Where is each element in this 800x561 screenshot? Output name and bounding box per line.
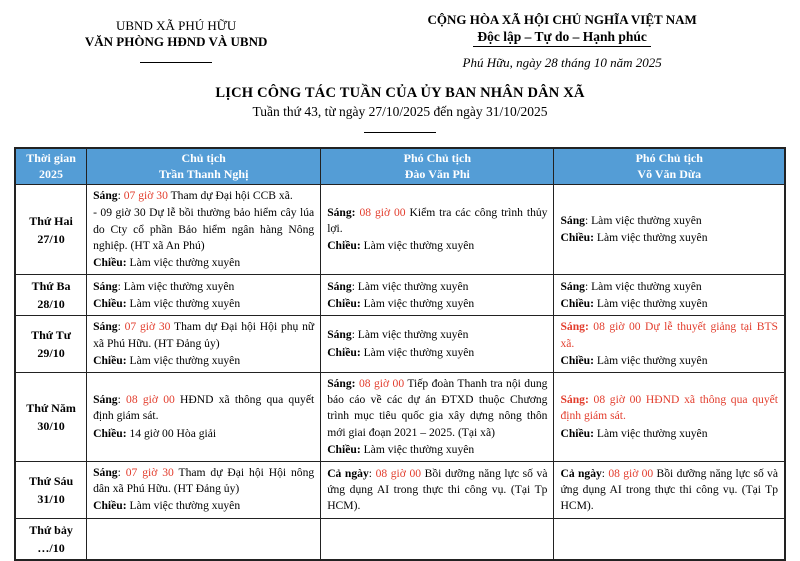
document-header (14, 12, 786, 71)
schedule-cell (321, 518, 554, 560)
schedule-cell (87, 372, 321, 461)
schedule-entry: Sáng: 07 giờ 30 Tham dự Đại hội CCB xã. (93, 189, 293, 203)
column-header-vice2 (554, 148, 785, 185)
date-label: 27/10 (37, 231, 65, 246)
schedule-cell (321, 185, 554, 275)
schedule-entry: Sáng: 08 giờ 00 HĐND xã thông qua quyết định giám sát. (93, 393, 315, 423)
day-label: Thứ Hai (29, 213, 73, 228)
schedule-cell (87, 518, 321, 560)
schedule-entry: Sáng: Làm việc thường xuyên (560, 279, 702, 293)
national-motto: Độc lập – Tự do – Hạnh phúc (473, 29, 651, 47)
schedule-cell (321, 372, 554, 461)
day-cell (15, 372, 87, 461)
schedule-entry: Chiều: Làm việc thường xuyên (93, 353, 241, 367)
schedule-cell (554, 462, 785, 519)
table-row (15, 185, 785, 275)
date-label: …/10 (37, 540, 65, 555)
schedule-entry: Sáng: Làm việc thường xuyên (327, 328, 469, 342)
day-cell (15, 275, 87, 316)
schedule-cell (554, 372, 785, 461)
column-header-chairman (87, 148, 321, 185)
schedule-cell (321, 462, 554, 519)
date-label: 30/10 (37, 418, 65, 433)
national-header (338, 12, 786, 71)
org-header (14, 12, 338, 68)
column-header-chairman-title: Chủ tịch (181, 151, 226, 165)
schedule-cell (87, 316, 321, 373)
title-block (14, 85, 786, 138)
date-label: 31/10 (37, 491, 65, 506)
table-row (15, 275, 785, 316)
schedule-body (15, 185, 785, 560)
schedule-cell (87, 462, 321, 519)
day-cell (15, 518, 87, 560)
day-cell (15, 185, 87, 275)
column-header-vice1 (321, 148, 554, 185)
schedule-cell (554, 275, 785, 316)
schedule-cell (554, 316, 785, 373)
day-label: Thứ bảy (29, 522, 73, 537)
column-header-chairman-name: Trần Thanh Nghị (158, 166, 249, 181)
schedule-entry: - 09 giờ 30 Dự lễ bồi thường bảo hiểm cây lúa do Cty cổ phần Bảo hiểm ngân hàng Nông nghiệp. (HT xã An Phú) (93, 206, 315, 252)
column-header-time (15, 148, 87, 185)
day-label: Thứ Ba (31, 279, 71, 294)
column-header-vice2-title: Phó Chủ tịch (635, 151, 703, 165)
table-row (15, 518, 785, 560)
schedule-entry: Chiều: Làm việc thường xuyên (327, 239, 475, 253)
schedule-entry: Sáng: 07 giờ 30 Tham dự Đại hội Hội nông dân xã Phú Hữu. (HT Đảng ủy) (93, 466, 315, 496)
schedule-entry: Chiều: Làm việc thường xuyên (560, 231, 708, 245)
schedule-cell (554, 185, 785, 275)
schedule-entry: Chiều: Làm việc thường xuyên (93, 499, 241, 513)
column-header-vice2-name: Võ Văn Dừa (637, 166, 702, 181)
schedule-entry: Sáng: 07 giờ 30 Tham dự Đại hội Hội phụ nữ xã Phú Hữu. (HT Đảng ủy) (93, 320, 315, 350)
schedule-entry: Chiều: Làm việc thường xuyên (93, 296, 241, 310)
schedule-cell (321, 316, 554, 373)
day-cell (15, 316, 87, 373)
table-header-row (15, 148, 785, 185)
org-name: UBND XÃ PHÚ HỮU (116, 18, 237, 33)
table-row (15, 316, 785, 373)
day-label: Thứ Năm (26, 400, 76, 415)
column-header-vice1-title: Phó Chủ tịch (403, 151, 472, 165)
column-header-time-line1: Thời gian (26, 151, 76, 165)
column-header-vice1-name: Đào Văn Phi (404, 166, 470, 181)
table-row (15, 372, 785, 461)
schedule-entry: Chiều: Làm việc thường xuyên (560, 426, 708, 440)
table-row (15, 462, 785, 519)
schedule-entry: Chiều: Làm việc thường xuyên (327, 296, 475, 310)
office-name: VĂN PHÒNG HĐND VÀ UBND (84, 34, 268, 49)
schedule-cell (321, 275, 554, 316)
column-header-time-line2: 2025 (39, 166, 64, 181)
schedule-cell (87, 275, 321, 316)
schedule-entry: Chiều: Làm việc thường xuyên (560, 353, 708, 367)
schedule-entry: Sáng: Làm việc thường xuyên (93, 279, 235, 293)
schedule-entry: Chiều: Làm việc thường xuyên (560, 296, 708, 310)
page-title: LỊCH CÔNG TÁC TUẦN CỦA ỦY BAN NHÂN DÂN XÃ (215, 85, 585, 101)
date-label: 29/10 (37, 346, 65, 361)
schedule-entry: Sáng: 08 giờ 00 Tiếp đoàn Thanh tra nội dung báo cáo về các dự án ĐTXD thuộc Chương trình mục tiêu quốc gia xây dựng nông thôn mới giai đoạn 2021 – 2025. (Tại xã) (327, 376, 548, 439)
day-label: Thứ Tư (31, 328, 71, 343)
schedule-entry: Cả ngày: 08 giờ 00 Bồi dưỡng năng lực số và ứng dụng AI trong thực thi công vụ. (Tại Tp HCM). (560, 466, 778, 512)
schedule-cell (87, 185, 321, 275)
schedule-entry: Chiều: 14 giờ 00 Hòa giải (93, 426, 217, 440)
title-divider (364, 132, 436, 133)
day-cell (15, 462, 87, 519)
schedule-entry: Sáng: 08 giờ 00 HĐND xã thông qua quyết định giám sát. (560, 393, 778, 423)
page-subtitle: Tuần thứ 43, từ ngày 27/10/2025 đến ngày 31/10/2025 (252, 104, 548, 119)
schedule-cell (554, 518, 785, 560)
date-label: 28/10 (37, 297, 65, 312)
schedule-entry: Sáng: Làm việc thường xuyên (327, 279, 469, 293)
schedule-entry: Sáng: 08 giờ 00 Dự lễ thuyết giảng tại BTS xã. (560, 320, 778, 350)
national-title: CỘNG HÒA XÃ HỘI CHỦ NGHĨA VIỆT NAM (427, 12, 697, 27)
schedule-entry: Chiều: Làm việc thường xuyên (327, 345, 475, 359)
schedule-table (14, 147, 786, 561)
day-label: Thứ Sáu (28, 473, 74, 488)
schedule-entry: Cả ngày: 08 giờ 00 Bồi dưỡng năng lực số và ứng dụng AI trong thực thi công vụ. (Tại Tp HCM). (327, 466, 548, 512)
schedule-entry: Sáng: Làm việc thường xuyên (560, 214, 702, 228)
schedule-entry: Chiều: Làm việc thường xuyên (327, 442, 475, 456)
org-divider (140, 62, 212, 63)
place-date: Phú Hữu, ngày 28 tháng 10 năm 2025 (462, 55, 662, 70)
schedule-entry: Sáng: 08 giờ 00 Kiểm tra các công trình thủy lợi. (327, 205, 548, 236)
schedule-entry: Chiều: Làm việc thường xuyên (93, 256, 241, 270)
